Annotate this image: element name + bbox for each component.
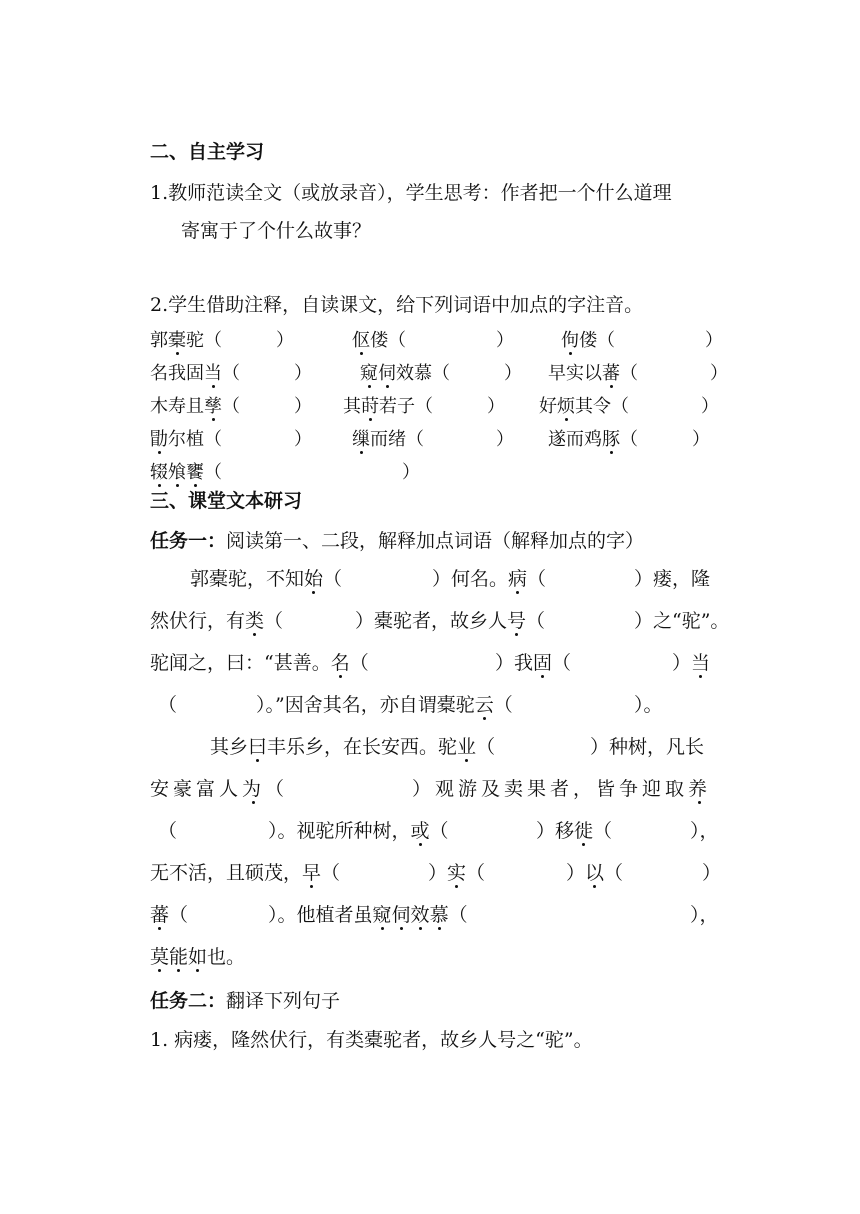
vocab-item: 遂而鸡豚（ ） [548,429,710,450]
vocab-item: 名我固当（ ） [150,363,312,384]
section-heading-3: 三、课堂文本研习 [150,490,303,512]
vocab-item: 其莳若子（ ） [343,396,505,417]
passage-line: 蕃（ ）。他植者虽窥伺效慕（ ）， [150,904,719,926]
task1-title [150,528,644,554]
vocab-item: 郭橐驼（ ） [150,330,294,351]
task2-sentence-1: 1. 病瘘，隆然伏行，有类橐驼者，故乡人号之“驼”。 [150,1029,593,1051]
q2-instruction: 2.学生借助注释，自读课文，给下列词语中加点的字注音。 [150,294,644,316]
vocab-row [150,394,719,427]
passage-line: （ ）。”因舍其名，亦自谓橐驼云（ ）。 [158,694,663,716]
vocab-item: 伛偻（ ） [352,330,514,351]
passage-line: （ ）。视驼所种树，或（ ）移徙（ ）， [158,820,719,842]
passage-line: 安豪富人为（ ）观游及卖果者，皆争迎取养 [150,778,712,800]
task1-text: 阅读第一、二段，解释加点词语（解释加点的字） [226,530,645,552]
passage-line: 然伏行，有类（ ）橐驼者，故乡人号（ ）之“驼”。 [150,610,730,632]
passage-line: 无不活，且硕茂，早（ ）实（ ）以（ ） [150,862,722,884]
vocab-item: 勖尔植（ ） [150,429,312,450]
vocab-row [150,361,728,394]
passage-line: 莫能如也。 [150,946,246,968]
passage-line: 其乡曰丰乐乡，在长安西。驼业（ ）种树，凡长 [210,736,705,758]
task2-text: 翻译下列句子 [226,990,341,1012]
q1-line1: 1.教师范读全文（或放录音），学生思考：作者把一个什么道理 [150,182,672,204]
passage-line: 驼闻之，曰：“甚善。名（ ）我固（ ）当 [150,652,711,674]
q1-line2: 寄寓于了个什么故事？ [181,220,372,242]
vocab-item: 窥伺效慕（ ） [360,363,522,384]
section-heading-2: 二、自主学习 [150,141,265,163]
vocab-item: 缫而绪（ ） [352,429,514,450]
vocab-item: 佝偻（ ） [561,330,723,351]
vocab-row [150,427,712,460]
task1-passage-body [150,566,730,986]
task2-title [150,988,340,1014]
vocab-row [150,328,723,361]
vocab-grid [150,328,728,493]
vocab-item: 辍飧饔（ ） [150,462,420,483]
task1-label: 任务一： [150,530,227,552]
vocab-item: 早实以蕃（ ） [548,363,728,384]
vocab-item: 好烦其令（ ） [539,396,719,417]
vocab-item: 木寿且孳（ ） [150,396,312,417]
passage-line: 郭橐驼，不知始（ ）何名。病（ ）瘘，隆 [190,568,711,590]
task2-label: 任务二： [150,990,227,1012]
